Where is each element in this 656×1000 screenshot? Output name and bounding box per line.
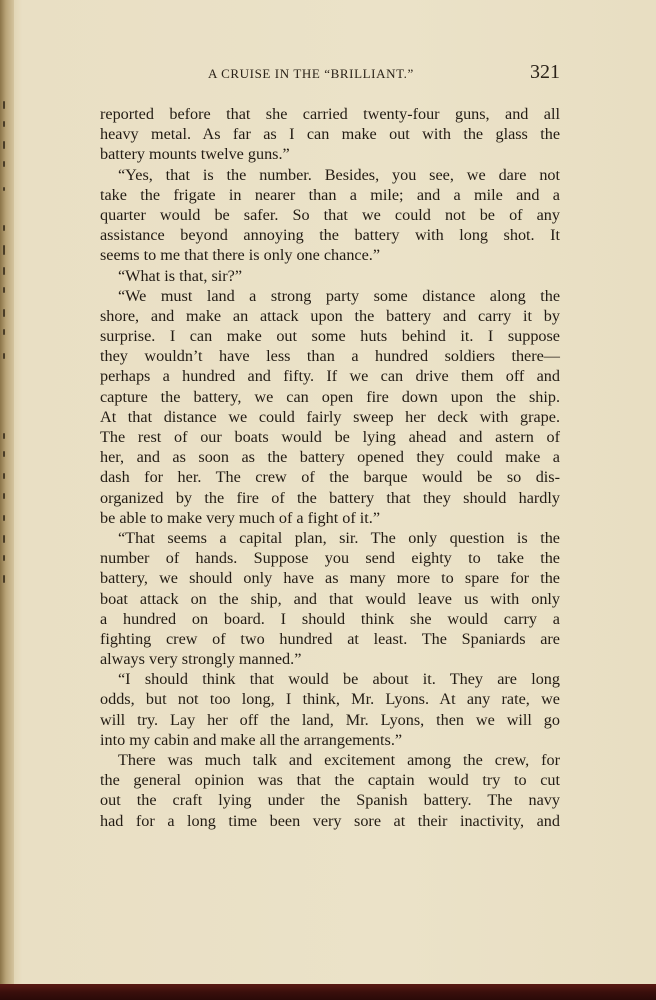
text-line: organized by the fire of the battery that they should hardly bbox=[100, 488, 560, 507]
paragraph bbox=[100, 286, 560, 528]
paragraph bbox=[100, 528, 560, 669]
text-line: “We must land a strong party some distance along the bbox=[118, 286, 560, 305]
text-line: “That seems a capital plan, sir. The only question is the bbox=[118, 528, 560, 547]
paragraph bbox=[100, 669, 560, 750]
text-line: a hundred on board. I should think she would carry a bbox=[100, 609, 560, 628]
text-line: into my cabin and make all the arrangements.” bbox=[100, 730, 403, 749]
paragraph bbox=[100, 750, 560, 831]
text-line: seems to me that there is only one chance.” bbox=[100, 246, 381, 265]
text-line: will try. Lay her off the land, Mr. Lyons, then we will go bbox=[100, 710, 560, 729]
text-line: be able to make very much of a fight of it.” bbox=[100, 508, 381, 527]
text-line: At that distance we could fairly sweep her deck with grape. bbox=[100, 407, 560, 426]
text-line: There was much talk and excitement among the crew, for bbox=[118, 751, 560, 769]
cover-edge bbox=[0, 984, 656, 1000]
text-line: out the craft lying under the Spanish battery. The navy bbox=[100, 791, 560, 810]
text-line: perhaps a hundred and fifty. If we can drive them off and bbox=[100, 367, 560, 386]
text-line: boat attack on the ship, and that would leave us with only bbox=[100, 589, 560, 608]
page-number: 321 bbox=[530, 61, 560, 83]
text-line: number of hands. Suppose you send eighty to take the bbox=[100, 549, 560, 568]
text-line: always very strongly manned.” bbox=[100, 650, 302, 669]
text-line: take the frigate in nearer than a mile; and a mile and a bbox=[100, 185, 560, 204]
paragraph bbox=[100, 165, 560, 266]
text-line: odds, but not too long, I think, Mr. Lyons. At any rate, we bbox=[100, 690, 560, 709]
text-line: they wouldn’t have less than a hundred soldiers there— bbox=[100, 347, 560, 366]
paragraph bbox=[100, 104, 560, 165]
text-line: battery mounts twelve guns.” bbox=[100, 145, 290, 164]
text-line: had for a long time been very sore at their inactivity, and bbox=[100, 811, 560, 830]
body-text bbox=[100, 104, 560, 831]
text-line: quarter would be safer. So that we could not be of any bbox=[100, 205, 560, 224]
text-line: “I should think that would be about it. They are long bbox=[118, 670, 560, 689]
text-line: assistance beyond annoying the battery with long shot. It bbox=[100, 226, 560, 245]
text-line: “What is that, sir?” bbox=[118, 266, 243, 285]
text-line: battery, we should only have as many more to spare for the bbox=[100, 569, 560, 588]
text-line: dash for her. The crew of the barque would be so dis- bbox=[100, 468, 560, 487]
text-line: shore, and make an attack upon the battery and carry it by bbox=[100, 306, 560, 325]
text-line: The rest of our boats would be lying ahead and astern of bbox=[100, 428, 560, 446]
text-line: surprise. I can make out some huts behind it. I suppose bbox=[100, 327, 560, 346]
text-line: reported before that she carried twenty-four guns, and all bbox=[100, 105, 560, 123]
text-line: the general opinion was that the captain would try to cut bbox=[100, 771, 560, 790]
text-line: her, and as soon as the battery opened they could make a bbox=[100, 448, 560, 467]
facing-page-bleed bbox=[1, 95, 9, 595]
running-title: A CRUISE IN THE “BRILLIANT.” bbox=[208, 66, 414, 81]
text-line: “Yes, that is the number. Besides, you see, we dare not bbox=[118, 165, 560, 184]
text-line: heavy metal. As far as I can make out with the glass the bbox=[100, 125, 560, 144]
paragraph bbox=[100, 266, 560, 286]
text-line: fighting crew of two hundred at least. The Spaniards are bbox=[100, 629, 560, 648]
text-line: capture the battery, we can open fire down upon the ship. bbox=[100, 387, 560, 406]
running-header bbox=[100, 63, 560, 87]
